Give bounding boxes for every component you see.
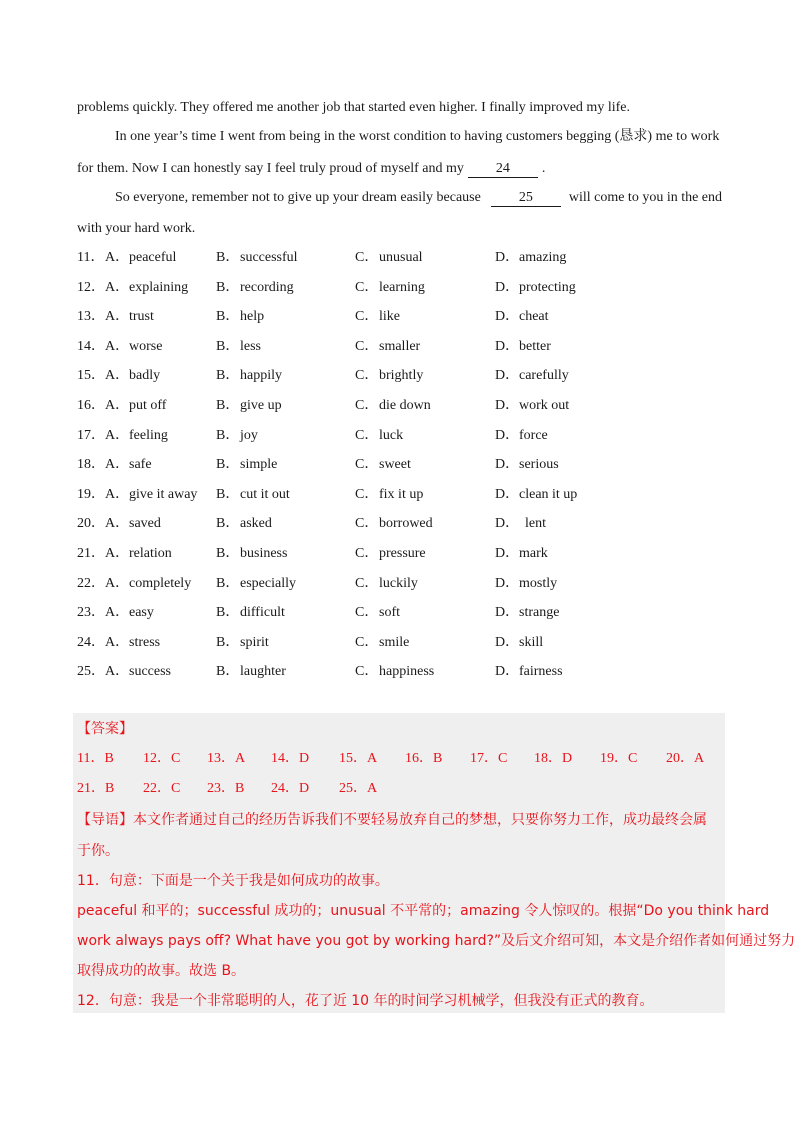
answer-item: 20．A — [666, 751, 705, 766]
option-d — [495, 544, 548, 564]
passage-line-3 — [77, 154, 725, 184]
option-letter: D． — [495, 546, 520, 561]
option-text: strange — [519, 605, 560, 621]
option-letter: D． — [495, 427, 520, 443]
option-text: give it away — [129, 486, 198, 502]
passage-line-4 — [115, 183, 763, 213]
option-text: protecting — [519, 279, 576, 295]
option-text: serious — [519, 457, 559, 473]
option-b — [216, 514, 272, 534]
option-text: relation — [129, 546, 172, 561]
option-letter: B． — [216, 398, 240, 413]
option-text: sweet — [379, 457, 411, 473]
option-b — [216, 603, 285, 623]
option-letter: A． — [105, 338, 130, 354]
option-text: happiness — [379, 664, 435, 680]
question-number: 13． — [77, 309, 105, 325]
guide-text-line-2: 于你。 — [77, 843, 119, 859]
option-a — [105, 485, 197, 505]
option-d — [495, 633, 543, 653]
option-letter: A． — [105, 250, 130, 265]
option-d — [495, 426, 548, 446]
option-letter: A． — [105, 368, 130, 384]
q11-explanation-line-2: work always pays off? What have you got by working hard?”及后文介绍可知，本文是介绍作者如何通过努力 — [77, 933, 796, 949]
question-number: 23． — [77, 605, 105, 621]
option-letter: A． — [105, 309, 130, 325]
option-text: less — [240, 338, 261, 354]
option-letter: C． — [355, 634, 379, 650]
answer-item: 11．B — [77, 751, 114, 766]
answer-item: 19．C — [600, 751, 638, 766]
option-text: business — [240, 546, 288, 561]
option-letter: B． — [216, 338, 240, 354]
option-letter: A． — [105, 457, 130, 473]
option-text: peaceful — [129, 250, 177, 265]
option-d — [495, 278, 576, 298]
option-letter: A． — [105, 634, 130, 650]
option-text: joy — [240, 427, 258, 443]
option-a — [105, 514, 161, 534]
option-text: die down — [379, 398, 431, 413]
option-c — [355, 514, 433, 534]
option-text: borrowed — [379, 516, 433, 532]
option-letter: D． — [495, 605, 520, 621]
option-c — [355, 455, 411, 475]
option-text: especially — [240, 575, 296, 591]
option-a — [105, 426, 168, 446]
option-letter: B． — [216, 664, 240, 680]
option-c — [355, 307, 400, 327]
answer-item: 18．D — [534, 751, 573, 766]
answer-item: 24．D — [271, 781, 310, 796]
option-text: learning — [379, 279, 425, 295]
option-a — [105, 366, 160, 386]
option-b — [216, 278, 294, 298]
option-text: force — [519, 427, 548, 443]
answer-item: 25．A — [339, 781, 378, 796]
question-number: 22． — [77, 575, 105, 591]
option-text: pressure — [379, 546, 426, 561]
question-number: 14． — [77, 338, 105, 354]
question-number: 19． — [77, 486, 105, 502]
option-a — [105, 396, 166, 416]
option-text: stress — [129, 634, 161, 650]
option-c — [355, 337, 420, 357]
option-letter: B． — [216, 516, 240, 532]
option-text: soft — [379, 605, 400, 621]
option-b — [216, 662, 286, 682]
option-text: amazing — [519, 250, 567, 265]
option-c — [355, 662, 434, 682]
option-text: cut it out — [240, 486, 290, 502]
option-text: work out — [519, 398, 570, 413]
option-c — [355, 366, 423, 386]
option-letter: D． — [495, 338, 520, 354]
option-text: success — [129, 664, 171, 680]
option-text: mostly — [519, 575, 558, 591]
option-a — [105, 278, 188, 298]
option-letter: B． — [216, 427, 240, 443]
option-letter: B． — [216, 250, 240, 265]
option-letter: B． — [216, 486, 240, 502]
option-letter: A． — [105, 486, 130, 502]
answer-item: 13．A — [207, 751, 246, 766]
option-letter: D． — [495, 368, 520, 384]
option-letter: C． — [355, 338, 379, 354]
option-d — [495, 307, 549, 327]
answer-item: 22．C — [143, 781, 181, 796]
q11-explanation-title: 11．句意：下面是一个关于我是如何成功的故事。 — [77, 873, 389, 889]
option-text: better — [519, 338, 551, 354]
answer-item: 12．C — [143, 751, 181, 766]
option-text: like — [379, 309, 400, 325]
option-text: smile — [379, 634, 410, 650]
option-text: lent — [525, 516, 546, 532]
answer-row-2 — [77, 778, 717, 800]
option-text: trust — [129, 309, 154, 325]
option-a — [105, 633, 160, 653]
answer-heading: 【答案】 — [77, 721, 133, 737]
option-letter: C． — [355, 486, 379, 502]
option-letter: D． — [495, 575, 520, 591]
passage-line-5: with your hard work. — [77, 221, 196, 236]
option-text: worse — [129, 338, 163, 354]
option-letter: D． — [495, 516, 520, 532]
option-text: give up — [240, 398, 282, 413]
option-letter: B． — [216, 368, 240, 384]
option-letter: C． — [355, 605, 379, 621]
option-text: mark — [519, 546, 548, 561]
option-text: happily — [240, 368, 282, 384]
option-text: fix it up — [379, 486, 424, 502]
option-text: skill — [519, 634, 544, 650]
option-text: difficult — [240, 605, 285, 621]
option-d — [495, 337, 551, 357]
option-b — [216, 396, 282, 416]
option-letter: B． — [216, 457, 240, 473]
option-letter: A． — [105, 546, 130, 561]
option-letter: C． — [355, 398, 379, 413]
option-letter: C． — [355, 279, 379, 295]
option-text: asked — [240, 516, 272, 532]
option-c — [355, 574, 418, 594]
option-letter: C． — [355, 427, 379, 443]
option-b — [216, 633, 269, 653]
option-letter: A． — [105, 516, 130, 532]
passage-line-3-text: for them. Now I can honestly say I feel truly proud of myself and my — [77, 161, 464, 176]
option-letter: A． — [105, 279, 130, 295]
option-letter: D． — [495, 457, 520, 473]
option-letter: A． — [105, 398, 130, 413]
option-letter: A． — [105, 664, 130, 680]
option-d — [495, 574, 557, 594]
option-c — [355, 426, 403, 446]
option-c — [355, 396, 431, 416]
option-letter: B． — [216, 575, 240, 591]
answer-item: 14．D — [271, 751, 310, 766]
answer-item: 23．B — [207, 781, 245, 796]
passage-line-4-end: will come to you in the end — [568, 190, 723, 205]
passage-line-1: problems quickly. They offered me another job that started even higher. I finally improved my life. — [77, 100, 630, 115]
option-letter: C． — [355, 546, 379, 561]
answer-item: 21．B — [77, 781, 115, 796]
q12-explanation-title: 12．句意：我是一个非常聪明的人，花了近 10 年的时间学习机械学，但我没有正式的教育。 — [77, 993, 654, 1009]
answer-section — [73, 713, 796, 1013]
option-c — [355, 248, 423, 268]
question-number: 18． — [77, 457, 105, 473]
option-letter: C． — [355, 368, 379, 384]
passage-line-3-end: . — [541, 161, 546, 176]
option-letter: D． — [495, 664, 520, 680]
option-a — [105, 337, 162, 357]
option-d — [495, 366, 569, 386]
option-text: easy — [129, 605, 154, 621]
question-number: 24． — [77, 634, 105, 650]
option-text: completely — [129, 575, 192, 591]
option-b — [216, 307, 264, 327]
option-letter: D． — [495, 398, 520, 413]
option-letter: A． — [105, 427, 130, 443]
option-b — [216, 574, 296, 594]
option-letter: D． — [495, 279, 520, 295]
option-d — [495, 485, 577, 505]
guide-text-line-1: 【导语】本文作者通过自己的经历告诉我们不要轻易放弃自己的梦想，只要你努力工作，成功最终会属 — [77, 812, 707, 828]
option-letter: C． — [355, 575, 379, 591]
option-letter: C． — [355, 250, 379, 265]
option-c — [355, 485, 423, 505]
option-b — [216, 485, 290, 505]
option-letter: D． — [495, 309, 520, 325]
option-a — [105, 248, 176, 268]
blank-24: 24 — [468, 161, 538, 178]
question-number: 15． — [77, 368, 105, 384]
option-d — [495, 662, 563, 682]
option-text: laughter — [240, 664, 286, 680]
option-b — [216, 366, 282, 386]
option-text: cheat — [519, 309, 549, 325]
option-d — [495, 603, 559, 623]
option-a — [105, 574, 191, 594]
option-text: put off — [129, 398, 167, 413]
passage-line-4-text: So everyone, remember not to give up your dream easily because — [115, 190, 481, 205]
option-c — [355, 603, 400, 623]
option-text: spirit — [240, 634, 269, 650]
option-letter: D． — [495, 486, 520, 502]
q11-explanation-line-1: peaceful 和平的；successful 成功的；unusual 不平常的；amazing 令人惊叹的。根据“Do you think hard — [77, 903, 770, 919]
option-letter: C． — [355, 664, 379, 680]
option-text: smaller — [379, 338, 421, 354]
question-number: 12． — [77, 279, 105, 295]
option-text: feeling — [129, 427, 168, 443]
answer-row-1 — [77, 748, 717, 770]
option-b — [216, 455, 277, 475]
option-b — [216, 337, 261, 357]
option-a — [105, 307, 154, 327]
option-letter: B． — [216, 634, 240, 650]
option-letter: D． — [495, 634, 520, 650]
option-letter: A． — [105, 575, 130, 591]
option-a — [105, 544, 172, 564]
option-d — [495, 248, 566, 268]
option-letter: B． — [216, 605, 240, 621]
question-number: 11． — [77, 250, 105, 265]
q11-explanation-line-3: 取得成功的故事。故选 B。 — [77, 963, 246, 979]
blank-25: 25 — [491, 190, 561, 207]
option-text: help — [240, 309, 265, 325]
option-c — [355, 278, 425, 298]
answer-item: 15．A — [339, 751, 378, 766]
option-a — [105, 603, 154, 623]
question-number: 21． — [77, 546, 105, 561]
answer-item: 17．C — [470, 751, 508, 766]
question-number: 25． — [77, 664, 105, 680]
option-text: recording — [240, 279, 294, 295]
option-d — [495, 514, 546, 534]
option-d — [495, 455, 559, 475]
option-letter: B． — [216, 309, 240, 325]
option-a — [105, 662, 171, 682]
option-text: unusual — [379, 250, 423, 265]
question-number: 16． — [77, 398, 105, 413]
option-text: saved — [129, 516, 161, 532]
question-number: 20． — [77, 516, 105, 532]
option-text: successful — [240, 250, 298, 265]
option-text: fairness — [519, 664, 563, 680]
option-letter: C． — [355, 457, 379, 473]
option-text: safe — [129, 457, 152, 473]
option-letter: A． — [105, 605, 130, 621]
option-text: luckily — [379, 575, 418, 591]
option-letter: D． — [495, 250, 520, 265]
option-b — [216, 544, 287, 564]
option-text: carefully — [519, 368, 569, 384]
option-letter: B． — [216, 279, 240, 295]
option-text: badly — [129, 368, 161, 384]
option-c — [355, 633, 409, 653]
option-text: luck — [379, 427, 404, 443]
option-d — [495, 396, 569, 416]
option-text: brightly — [379, 368, 424, 384]
option-a — [105, 455, 152, 475]
option-b — [216, 248, 298, 268]
option-text: explaining — [129, 279, 189, 295]
option-text: clean it up — [519, 486, 578, 502]
option-letter: C． — [355, 309, 379, 325]
option-b — [216, 426, 258, 446]
passage-line-2: In one year’s time I went from being in the worst condition to having customers begging (恳求) me to work — [115, 129, 720, 144]
option-c — [355, 544, 426, 564]
option-letter: C． — [355, 516, 379, 532]
option-text: simple — [240, 457, 278, 473]
question-number: 17． — [77, 427, 105, 443]
option-letter: B． — [216, 546, 240, 561]
answer-item: 16．B — [405, 751, 443, 766]
